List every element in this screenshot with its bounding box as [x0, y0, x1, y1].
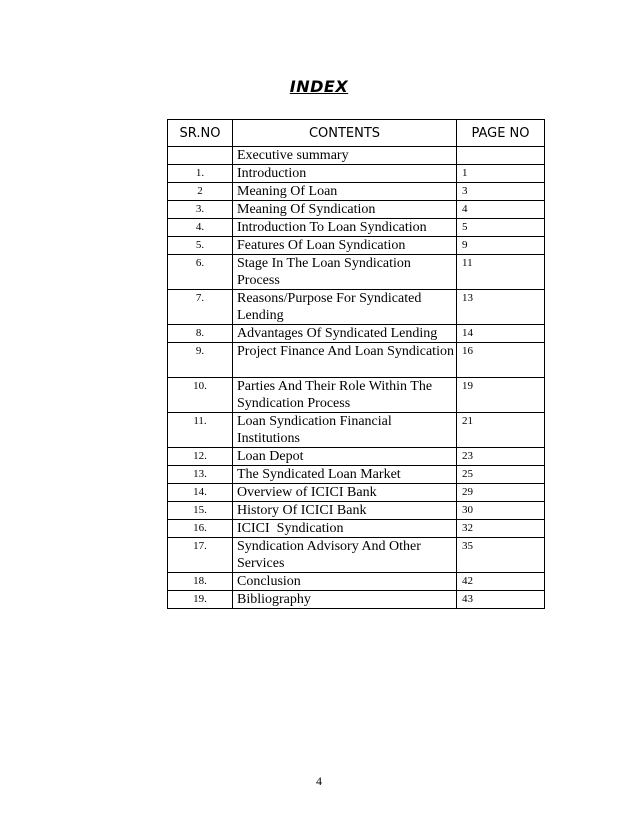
- table-row: [168, 484, 545, 502]
- table-row: [168, 237, 545, 255]
- sr-cell: 17.: [168, 538, 233, 573]
- page-cell: 32: [457, 520, 545, 538]
- content-cell: Features Of Loan Syndication: [233, 237, 457, 255]
- page-cell: 29: [457, 484, 545, 502]
- table-row: [168, 413, 545, 448]
- sr-cell: 15.: [168, 502, 233, 520]
- content-cell: ICICI Syndication: [233, 520, 457, 538]
- sr-cell: 8.: [168, 325, 233, 343]
- table-header-row: [168, 120, 545, 147]
- page-cell: 13: [457, 290, 545, 325]
- table-row: [168, 448, 545, 466]
- page-cell: 19: [457, 378, 545, 413]
- sr-cell: 1.: [168, 165, 233, 183]
- page-cell: 23: [457, 448, 545, 466]
- sr-cell: 7.: [168, 290, 233, 325]
- content-cell: Conclusion: [233, 573, 457, 591]
- content-cell: Overview of ICICI Bank: [233, 484, 457, 502]
- content-cell: Loan Depot: [233, 448, 457, 466]
- content-cell: The Syndicated Loan Market: [233, 466, 457, 484]
- content-cell: Introduction: [233, 165, 457, 183]
- table-row: [168, 573, 545, 591]
- page-cell: 30: [457, 502, 545, 520]
- page-cell: 16: [457, 343, 545, 378]
- header-sr-no: SR.NO: [168, 120, 233, 147]
- content-cell: Advantages Of Syndicated Lending: [233, 325, 457, 343]
- sr-cell: 14.: [168, 484, 233, 502]
- table-row: [168, 290, 545, 325]
- content-cell: Meaning Of Syndication: [233, 201, 457, 219]
- sr-cell: 9.: [168, 343, 233, 378]
- content-cell: Project Finance And Loan Syndication: [233, 343, 457, 378]
- sr-cell: 12.: [168, 448, 233, 466]
- sr-cell: 6.: [168, 255, 233, 290]
- content-cell: Meaning Of Loan: [233, 183, 457, 201]
- table-row: [168, 147, 545, 165]
- table-row: [168, 219, 545, 237]
- table-row: [168, 538, 545, 573]
- page-title: INDEX: [289, 77, 349, 96]
- content-cell: Loan Syndication Financial Institutions: [233, 413, 457, 448]
- table-row: [168, 201, 545, 219]
- page-cell: [457, 147, 545, 165]
- sr-cell: 10.: [168, 378, 233, 413]
- table-row: [168, 343, 545, 378]
- sr-cell: 11.: [168, 413, 233, 448]
- table-row: [168, 183, 545, 201]
- content-cell: Stage In The Loan Syndication Process: [233, 255, 457, 290]
- page-number: 4: [316, 774, 322, 788]
- page-cell: 25: [457, 466, 545, 484]
- page-cell: 5: [457, 219, 545, 237]
- sr-cell: 19.: [168, 591, 233, 609]
- table-row: [168, 502, 545, 520]
- page-cell: 4: [457, 201, 545, 219]
- content-cell: Bibliography: [233, 591, 457, 609]
- index-table: [167, 119, 545, 609]
- sr-cell: 13.: [168, 466, 233, 484]
- table-row: [168, 520, 545, 538]
- sr-cell: 16.: [168, 520, 233, 538]
- content-cell: History Of ICICI Bank: [233, 502, 457, 520]
- table-row: [168, 466, 545, 484]
- page-cell: 14: [457, 325, 545, 343]
- content-cell: Parties And Their Role Within The Syndication Process: [233, 378, 457, 413]
- page-cell: 11: [457, 255, 545, 290]
- content-cell: Reasons/Purpose For Syndicated Lending: [233, 290, 457, 325]
- sr-cell: 5.: [168, 237, 233, 255]
- sr-cell: 4.: [168, 219, 233, 237]
- page-cell: 9: [457, 237, 545, 255]
- page-cell: 43: [457, 591, 545, 609]
- content-cell: Executive summary: [233, 147, 457, 165]
- content-cell: Syndication Advisory And Other Services: [233, 538, 457, 573]
- page-cell: 42: [457, 573, 545, 591]
- content-cell: Introduction To Loan Syndication: [233, 219, 457, 237]
- table-row: [168, 255, 545, 290]
- header-contents: CONTENTS: [233, 120, 457, 147]
- sr-cell: 3.: [168, 201, 233, 219]
- page-cell: 21: [457, 413, 545, 448]
- table-row: [168, 378, 545, 413]
- sr-cell: [168, 147, 233, 165]
- table-row: [168, 325, 545, 343]
- sr-cell: 18.: [168, 573, 233, 591]
- sr-cell: 2: [168, 183, 233, 201]
- table-row: [168, 591, 545, 609]
- page-cell: 35: [457, 538, 545, 573]
- page-cell: 3: [457, 183, 545, 201]
- header-page-no: PAGE NO: [457, 120, 545, 147]
- table-row: [168, 165, 545, 183]
- page-cell: 1: [457, 165, 545, 183]
